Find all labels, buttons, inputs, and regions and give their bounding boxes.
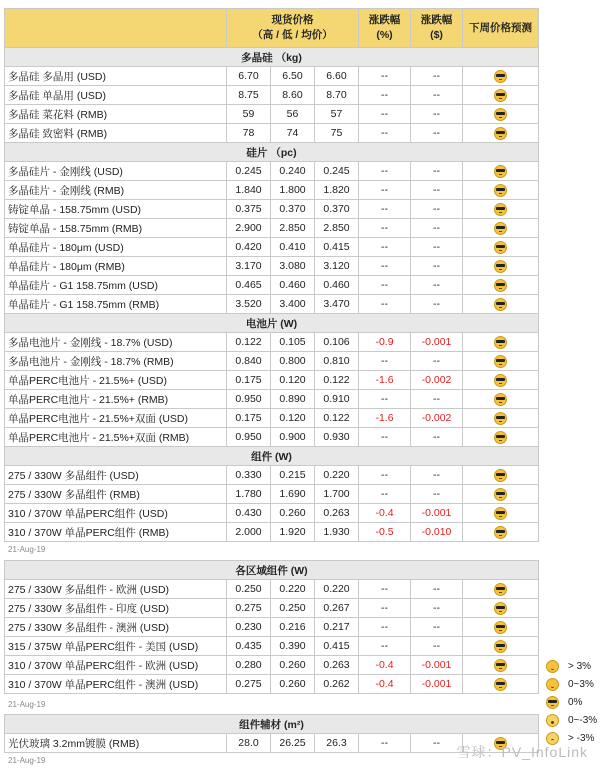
change-pct-cell: -- <box>359 105 411 124</box>
price-avg-cell: 1.930 <box>315 523 359 542</box>
forecast-cell <box>463 257 539 276</box>
price-high-cell: 0.840 <box>227 352 271 371</box>
legend-item <box>546 660 592 673</box>
price-avg-cell: 0.220 <box>315 466 359 485</box>
change-usd-cell: -- <box>411 124 463 143</box>
price-high-cell: 78 <box>227 124 271 143</box>
price-avg-cell: 0.267 <box>315 599 359 618</box>
cool-face-icon <box>494 203 507 216</box>
change-usd-cell: -- <box>411 257 463 276</box>
change-usd-cell: -- <box>411 637 463 656</box>
change-usd-cell: -0.002 <box>411 409 463 428</box>
change-usd-cell: -- <box>411 295 463 314</box>
change-usd-cell: -- <box>411 352 463 371</box>
cool-face-icon <box>494 222 507 235</box>
price-avg-cell: 1.700 <box>315 485 359 504</box>
price-avg-cell: 0.245 <box>315 162 359 181</box>
change-pct-cell: -0.4 <box>359 504 411 523</box>
forecast-cell <box>463 352 539 371</box>
price-high-cell: 0.950 <box>227 390 271 409</box>
price-low-cell: 3.080 <box>271 257 315 276</box>
change-pct-cell: -- <box>359 428 411 447</box>
table-row <box>5 428 539 447</box>
price-table-main <box>4 8 539 542</box>
price-high-cell: 8.75 <box>227 86 271 105</box>
forecast-cell <box>463 238 539 257</box>
table-row <box>5 257 539 276</box>
price-low-cell: 3.400 <box>271 295 315 314</box>
price-high-cell: 28.0 <box>227 734 271 753</box>
table-row <box>5 409 539 428</box>
header-change-pct-cell <box>359 9 411 48</box>
price-high-cell: 0.280 <box>227 656 271 675</box>
section-title-wafer: 硅片 （pc) <box>5 143 539 162</box>
product-name-cell: 310 / 370W 单晶PERC组件 (USD) <box>5 504 227 523</box>
cool-face-icon <box>494 374 507 387</box>
product-name-cell: 多晶硅 菜花料 (RMB) <box>5 105 227 124</box>
price-low-cell: 0.250 <box>271 599 315 618</box>
price-high-cell: 0.275 <box>227 675 271 694</box>
change-pct-cell: -- <box>359 485 411 504</box>
change-pct-cell: -- <box>359 276 411 295</box>
shocked-face-icon <box>546 714 559 727</box>
section-title-regional: 各区域组件 (W) <box>5 561 539 580</box>
table-row <box>5 105 539 124</box>
forecast-cell <box>463 428 539 447</box>
section-title-module: 组件 (W) <box>5 447 539 466</box>
change-usd-cell: -0.001 <box>411 675 463 694</box>
price-avg-cell: 26.3 <box>315 734 359 753</box>
product-name-cell: 单晶PERC电池片 - 21.5%+双面 (RMB) <box>5 428 227 447</box>
forecast-cell <box>463 466 539 485</box>
cool-face-icon <box>494 108 507 121</box>
change-usd-cell: -- <box>411 86 463 105</box>
price-low-cell: 1.920 <box>271 523 315 542</box>
forecast-cell <box>463 523 539 542</box>
price-high-cell: 0.430 <box>227 504 271 523</box>
change-usd-cell: -- <box>411 599 463 618</box>
change-usd-cell: -- <box>411 162 463 181</box>
product-name-cell: 多晶硅 单晶用 (USD) <box>5 86 227 105</box>
product-name-cell: 多晶硅片 - 金刚线 (RMB) <box>5 181 227 200</box>
price-avg-cell: 0.415 <box>315 238 359 257</box>
forecast-cell <box>463 67 539 86</box>
change-usd-cell: -- <box>411 238 463 257</box>
price-avg-cell: 3.120 <box>315 257 359 276</box>
price-high-cell: 6.70 <box>227 67 271 86</box>
header-change-pct-unit: (%) <box>376 29 393 41</box>
forecast-cell <box>463 485 539 504</box>
price-low-cell: 0.220 <box>271 580 315 599</box>
change-usd-cell: -- <box>411 618 463 637</box>
cool-face-icon <box>494 241 507 254</box>
date-stamp: 21-Aug-19 <box>8 700 46 709</box>
cool-face-icon <box>494 431 507 444</box>
table-row <box>5 181 539 200</box>
forecast-cell <box>463 200 539 219</box>
change-usd-cell: -0.010 <box>411 523 463 542</box>
product-name-cell: 310 / 370W 单晶PERC组件 - 欧洲 (USD) <box>5 656 227 675</box>
forecast-cell <box>463 504 539 523</box>
price-avg-cell: 6.60 <box>315 67 359 86</box>
header-change-usd-unit: ($) <box>430 29 443 41</box>
table-row <box>5 124 539 143</box>
price-low-cell: 6.50 <box>271 67 315 86</box>
price-avg-cell: 0.263 <box>315 656 359 675</box>
product-name-cell: 单晶硅片 - 180μm (USD) <box>5 238 227 257</box>
table-row <box>5 162 539 181</box>
price-table-regional <box>4 560 539 694</box>
header-change-pct-title: 涨跌幅 <box>368 14 401 26</box>
price-avg-cell: 0.122 <box>315 371 359 390</box>
section-title-polysilicon: 多晶硅 （kg) <box>5 48 539 67</box>
forecast-cell <box>463 675 539 694</box>
change-pct-cell: -1.6 <box>359 409 411 428</box>
price-low-cell: 0.260 <box>271 504 315 523</box>
price-high-cell: 3.170 <box>227 257 271 276</box>
change-usd-cell: -- <box>411 219 463 238</box>
price-high-cell: 0.245 <box>227 162 271 181</box>
change-usd-cell: -0.001 <box>411 333 463 352</box>
price-low-cell: 0.260 <box>271 675 315 694</box>
table-row <box>5 599 539 618</box>
change-usd-cell: -- <box>411 485 463 504</box>
price-high-cell: 0.420 <box>227 238 271 257</box>
product-name-cell: 多晶电池片 - 金刚线 - 18.7% (USD) <box>5 333 227 352</box>
price-avg-cell: 0.217 <box>315 618 359 637</box>
product-name-cell: 单晶PERC电池片 - 21.5%+ (RMB) <box>5 390 227 409</box>
price-high-cell: 0.175 <box>227 371 271 390</box>
price-low-cell: 56 <box>271 105 315 124</box>
product-name-cell: 单晶硅片 - 180μm (RMB) <box>5 257 227 276</box>
big-smile-face-icon <box>546 660 559 673</box>
change-pct-cell: -- <box>359 466 411 485</box>
table-row <box>5 352 539 371</box>
price-low-cell: 0.216 <box>271 618 315 637</box>
cool-face-icon <box>494 678 507 691</box>
cool-face-icon <box>494 469 507 482</box>
table-row <box>5 67 539 86</box>
change-pct-cell: -- <box>359 200 411 219</box>
change-pct-cell: -- <box>359 390 411 409</box>
table-row <box>5 485 539 504</box>
change-pct-cell: -- <box>359 238 411 257</box>
product-name-cell: 310 / 370W 单晶PERC组件 - 澳洲 (USD) <box>5 675 227 694</box>
table-row <box>5 295 539 314</box>
cool-face-icon <box>494 602 507 615</box>
price-high-cell: 2.900 <box>227 219 271 238</box>
forecast-cell <box>463 390 539 409</box>
price-avg-cell: 0.106 <box>315 333 359 352</box>
price-high-cell: 0.122 <box>227 333 271 352</box>
change-pct-cell: -0.4 <box>359 675 411 694</box>
price-high-cell: 0.175 <box>227 409 271 428</box>
price-avg-cell: 0.263 <box>315 504 359 523</box>
table-row <box>5 200 539 219</box>
forecast-cell <box>463 276 539 295</box>
change-usd-cell: -- <box>411 390 463 409</box>
change-usd-cell: -- <box>411 67 463 86</box>
change-pct-cell: -- <box>359 618 411 637</box>
price-high-cell: 0.275 <box>227 599 271 618</box>
header-price-sub: （高 / 低 / 均价） <box>252 29 333 41</box>
price-low-cell: 0.215 <box>271 466 315 485</box>
forecast-cell <box>463 409 539 428</box>
product-name-cell: 单晶PERC电池片 - 21.5%+ (USD) <box>5 371 227 390</box>
legend-item <box>546 714 598 727</box>
forecast-cell <box>463 637 539 656</box>
price-avg-cell: 0.460 <box>315 276 359 295</box>
price-avg-cell: 0.415 <box>315 637 359 656</box>
price-low-cell: 0.800 <box>271 352 315 371</box>
price-low-cell: 0.390 <box>271 637 315 656</box>
cool-face-icon <box>494 165 507 178</box>
table-row <box>5 371 539 390</box>
cool-face-icon <box>494 279 507 292</box>
cool-face-icon <box>494 488 507 501</box>
forecast-cell <box>463 656 539 675</box>
price-high-cell: 0.375 <box>227 200 271 219</box>
table-row <box>5 504 539 523</box>
change-pct-cell: -- <box>359 734 411 753</box>
change-usd-cell: -- <box>411 428 463 447</box>
cool-face-icon <box>494 393 507 406</box>
table-row <box>5 238 539 257</box>
price-low-cell: 0.120 <box>271 409 315 428</box>
table-row <box>5 390 539 409</box>
cool-face-icon <box>494 184 507 197</box>
cool-face-icon <box>494 583 507 596</box>
change-pct-cell: -- <box>359 352 411 371</box>
header-change-usd-cell <box>411 9 463 48</box>
product-name-cell: 铸锭单晶 - 158.75mm (USD) <box>5 200 227 219</box>
price-high-cell: 0.250 <box>227 580 271 599</box>
price-avg-cell: 8.70 <box>315 86 359 105</box>
change-usd-cell: -0.001 <box>411 504 463 523</box>
date-stamp: 21-Aug-19 <box>8 756 46 765</box>
change-usd-cell: -- <box>411 734 463 753</box>
legend-label: 0~-3% <box>568 715 598 726</box>
table-row <box>5 656 539 675</box>
price-avg-cell: 0.810 <box>315 352 359 371</box>
price-high-cell: 0.950 <box>227 428 271 447</box>
cool-face-icon <box>494 659 507 672</box>
product-name-cell: 275 / 330W 多晶组件 (USD) <box>5 466 227 485</box>
price-low-cell: 8.60 <box>271 86 315 105</box>
forecast-cell <box>463 618 539 637</box>
cool-face-icon <box>494 412 507 425</box>
legend-label: > -3% <box>568 733 595 744</box>
price-low-cell: 1.800 <box>271 181 315 200</box>
table-row <box>5 637 539 656</box>
price-low-cell: 0.120 <box>271 371 315 390</box>
table-header-row <box>5 9 539 48</box>
product-name-cell: 多晶电池片 - 金刚线 - 18.7% (RMB) <box>5 352 227 371</box>
change-pct-cell: -- <box>359 86 411 105</box>
forecast-cell <box>463 333 539 352</box>
product-name-cell: 310 / 370W 单晶PERC组件 (RMB) <box>5 523 227 542</box>
legend-item <box>546 696 583 709</box>
cool-face-icon <box>494 89 507 102</box>
price-avg-cell: 0.370 <box>315 200 359 219</box>
legend-label: 0~3% <box>568 679 594 690</box>
change-pct-cell: -- <box>359 257 411 276</box>
price-high-cell: 0.465 <box>227 276 271 295</box>
forecast-cell <box>463 162 539 181</box>
change-usd-cell: -- <box>411 181 463 200</box>
table-row <box>5 675 539 694</box>
table-row <box>5 276 539 295</box>
change-pct-cell: -- <box>359 295 411 314</box>
price-low-cell: 2.850 <box>271 219 315 238</box>
forecast-cell <box>463 86 539 105</box>
product-name-cell: 275 / 330W 多晶组件 - 欧洲 (USD) <box>5 580 227 599</box>
section-title-aux-materials: 组件辅材 (m²) <box>5 715 539 734</box>
price-high-cell: 59 <box>227 105 271 124</box>
change-usd-cell: -- <box>411 200 463 219</box>
table-row <box>5 466 539 485</box>
price-avg-cell: 2.850 <box>315 219 359 238</box>
cool-face-icon <box>494 298 507 311</box>
change-pct-cell: -0.9 <box>359 333 411 352</box>
product-name-cell: 光伏玻璃 3.2mm镀膜 (RMB) <box>5 734 227 753</box>
smile-face-icon <box>546 678 559 691</box>
cool-face-icon <box>494 70 507 83</box>
table-row <box>5 523 539 542</box>
price-low-cell: 0.240 <box>271 162 315 181</box>
change-usd-cell: -- <box>411 105 463 124</box>
price-high-cell: 1.840 <box>227 181 271 200</box>
product-name-cell: 多晶硅 多晶用 (USD) <box>5 67 227 86</box>
change-usd-cell: -- <box>411 580 463 599</box>
date-stamp: 21-Aug-19 <box>8 545 46 554</box>
cool-face-icon <box>494 127 507 140</box>
table-row <box>5 219 539 238</box>
forecast-cell <box>463 295 539 314</box>
price-avg-cell: 0.220 <box>315 580 359 599</box>
table-row <box>5 618 539 637</box>
price-low-cell: 26.25 <box>271 734 315 753</box>
change-usd-cell: -0.002 <box>411 371 463 390</box>
product-name-cell: 275 / 330W 多晶组件 - 澳洲 (USD) <box>5 618 227 637</box>
table-row <box>5 333 539 352</box>
table-row <box>5 580 539 599</box>
change-pct-cell: -- <box>359 599 411 618</box>
change-pct-cell: -- <box>359 124 411 143</box>
product-name-cell: 铸锭单晶 - 158.75mm (RMB) <box>5 219 227 238</box>
forecast-cell <box>463 105 539 124</box>
change-pct-cell: -- <box>359 67 411 86</box>
change-pct-cell: -- <box>359 219 411 238</box>
cool-face-icon <box>494 640 507 653</box>
header-price-cell <box>227 9 359 48</box>
price-low-cell: 0.410 <box>271 238 315 257</box>
change-pct-cell: -- <box>359 181 411 200</box>
forecast-cell <box>463 181 539 200</box>
cool-face-icon <box>494 336 507 349</box>
watermark: 雪球：PV_InfoLink <box>456 744 588 760</box>
price-low-cell: 74 <box>271 124 315 143</box>
change-pct-cell: -1.6 <box>359 371 411 390</box>
legend-item <box>546 678 594 691</box>
section-title-cell: 电池片 (W) <box>5 314 539 333</box>
price-low-cell: 0.105 <box>271 333 315 352</box>
price-high-cell: 2.000 <box>227 523 271 542</box>
price-avg-cell: 75 <box>315 124 359 143</box>
price-low-cell: 0.890 <box>271 390 315 409</box>
legend-label: 0% <box>568 697 583 708</box>
legend-label: > 3% <box>568 661 592 672</box>
price-avg-cell: 0.122 <box>315 409 359 428</box>
price-avg-cell: 57 <box>315 105 359 124</box>
change-usd-cell: -- <box>411 466 463 485</box>
price-low-cell: 0.900 <box>271 428 315 447</box>
product-name-cell: 单晶硅片 - G1 158.75mm (USD) <box>5 276 227 295</box>
price-low-cell: 1.690 <box>271 485 315 504</box>
price-avg-cell: 0.930 <box>315 428 359 447</box>
product-name-cell: 275 / 330W 多晶组件 - 印度 (USD) <box>5 599 227 618</box>
forecast-cell <box>463 124 539 143</box>
product-name-cell: 315 / 375W 单晶PERC组件 - 美国 (USD) <box>5 637 227 656</box>
price-low-cell: 0.460 <box>271 276 315 295</box>
price-avg-cell: 0.262 <box>315 675 359 694</box>
change-usd-cell: -- <box>411 276 463 295</box>
forecast-cell <box>463 599 539 618</box>
price-low-cell: 0.260 <box>271 656 315 675</box>
price-high-cell: 0.230 <box>227 618 271 637</box>
forecast-cell <box>463 219 539 238</box>
cool-face-icon <box>494 526 507 539</box>
change-usd-cell: -0.001 <box>411 656 463 675</box>
cool-face-icon <box>546 696 559 709</box>
forecast-cell <box>463 371 539 390</box>
price-high-cell: 3.520 <box>227 295 271 314</box>
change-pct-cell: -0.4 <box>359 656 411 675</box>
cool-face-icon <box>494 621 507 634</box>
header-change-usd-title: 涨跌幅 <box>420 14 453 26</box>
change-pct-cell: -- <box>359 580 411 599</box>
price-high-cell: 1.780 <box>227 485 271 504</box>
cool-face-icon <box>494 260 507 273</box>
change-pct-cell: -- <box>359 637 411 656</box>
change-pct-cell: -- <box>359 162 411 181</box>
header-forecast-cell: 下周价格预测 <box>463 9 539 48</box>
product-name-cell: 单晶硅片 - G1 158.75mm (RMB) <box>5 295 227 314</box>
product-name-cell: 单晶PERC电池片 - 21.5%+双面 (USD) <box>5 409 227 428</box>
header-blank-cell <box>5 9 227 48</box>
table-row <box>5 86 539 105</box>
price-high-cell: 0.435 <box>227 637 271 656</box>
header-price-title: 现货价格 <box>271 14 314 26</box>
product-name-cell: 275 / 330W 多晶组件 (RMB) <box>5 485 227 504</box>
price-avg-cell: 3.470 <box>315 295 359 314</box>
product-name-cell: 多晶硅 致密料 (RMB) <box>5 124 227 143</box>
forecast-cell <box>463 580 539 599</box>
price-high-cell: 0.330 <box>227 466 271 485</box>
change-pct-cell: -0.5 <box>359 523 411 542</box>
price-avg-cell: 0.910 <box>315 390 359 409</box>
cool-face-icon <box>494 355 507 368</box>
price-low-cell: 0.370 <box>271 200 315 219</box>
cool-face-icon <box>494 507 507 520</box>
product-name-cell: 多晶硅片 - 金刚线 (USD) <box>5 162 227 181</box>
price-avg-cell: 1.820 <box>315 181 359 200</box>
